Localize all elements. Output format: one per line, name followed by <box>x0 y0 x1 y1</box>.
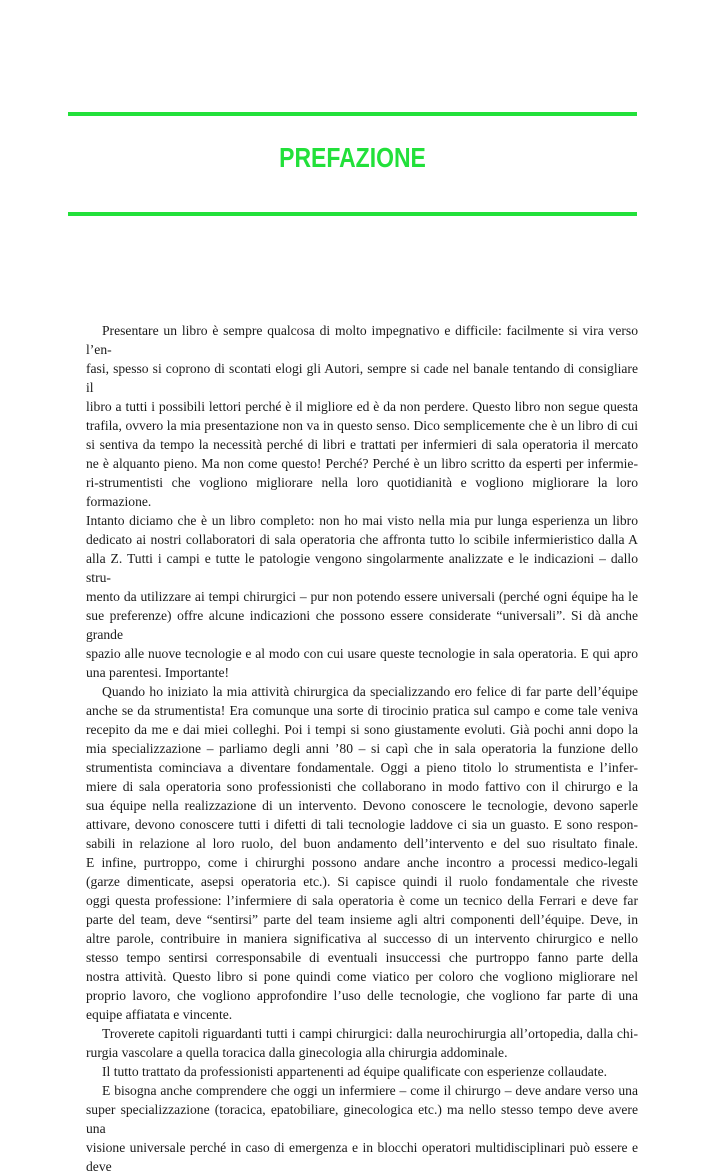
top-rule <box>68 112 637 116</box>
text-line: si sentiva da tempo la necessità perché di libri e trattati per infermieri di sala operatoria il mercato <box>86 437 638 452</box>
text-line: (garze dimenticate, asepsi operatoria etc.). Si capisce quindi il ruolo fondamentale che riveste <box>86 874 638 889</box>
text-line: rurgia vascolare a quella toracica dalla ginecologia alla chirurgia addominale. <box>86 1045 508 1060</box>
text-line: Troverete capitoli riguardanti tutti i campi chirurgici: dalla neurochirurgia all’ortopedia, dalla chi- <box>102 1026 638 1041</box>
text-line: spazio alle nuove tecnologie e al modo con cui usare queste tecnologie in sala operatoria. E qui apro <box>86 646 638 661</box>
text-line: ri-strumentisti che vogliono migliorare nella loro quotidianità e vogliono migliorare la loro formazione. <box>86 475 638 509</box>
text-line: una parentesi. Importante! <box>86 665 230 680</box>
page-title: PREFAZIONE <box>279 142 426 173</box>
text-line: recepito da me e dai miei colleghi. Poi i tempi si sono giustamente evoluti. Già pochi anni dopo la <box>86 722 638 737</box>
text-line: parte del team, deve “sentirsi” parte del team insieme agli altri componenti dell’équipe. Deve, in <box>86 912 638 927</box>
text-line: nostra attività. Questo libro si pone quindi come viatico per coloro che vogliono migliorare nel <box>86 969 638 984</box>
text-line: ne è alquanto pieno. Ma non come questo! Perché? Perché è un libro scritto da esperti per infermie- <box>86 456 638 471</box>
text-line: miere di sala operatoria sono professionisti che collaborano in modo fattivo con il chirurgo e la <box>86 779 638 794</box>
text-line: fasi, spesso si coprono di scontati elogi gli Autori, sempre si cade nel banale tentando di consigliare il <box>86 361 638 395</box>
text-line: visione universale perché in caso di emergenza e in blocchi operatori multidisciplinari può essere e deve <box>86 1140 638 1174</box>
text-line: trafila, ovvero la mia presentazione non va in questo senso. Dico semplicemente che è un libro di cui <box>86 418 638 433</box>
text-line: attivare, devono conoscere tutti i difetti di tali tecnologie laddove ci sia un guasto. E sono respon- <box>86 817 638 832</box>
text-line: libro a tutti i possibili lettori perché è il migliore ed è da non perdere. Questo libro non segue questa <box>86 399 638 414</box>
preface-body <box>86 321 638 1176</box>
text-line: Intanto diciamo che è un libro completo: non ho mai visto nella mia pur lunga esperienza un libro <box>86 513 638 528</box>
text-line: Il tutto trattato da professionisti appartenenti ad équipe qualificate con esperienze collaudate. <box>102 1064 608 1079</box>
bottom-rule <box>68 212 637 216</box>
text-line: anche se da strumentista! Era comunque una sorte di tirocinio pratica sul campo e come tale veniva <box>86 703 638 718</box>
text-line: E bisogna anche comprendere che oggi un infermiere – come il chirurgo – deve andare verso una <box>102 1083 638 1098</box>
text-line: alla Z. Tutti i campi e tutte le patologie vengono singolarmente analizzate e le indicazioni – dallo stru- <box>86 551 638 585</box>
text-line: oggi questa professione: l’infermiere di sala operatoria è come un tecnico della Ferrari e deve far <box>86 893 638 908</box>
text-line: sabili in relazione al loro ruolo, del buon andamento dell’intervento e del suo risultato finale. <box>86 836 638 851</box>
text-line: Quando ho iniziato la mia attività chirurgica da specializzando ero felice di far parte dell’équipe <box>102 684 638 699</box>
text-line: E infine, purtroppo, come i chirurghi possono andare anche incontro a processi medico-legali <box>86 855 638 870</box>
text-line: mento da utilizzare ai tempi chirurgici – pur non potendo essere universali (perché ogni équipe ha le <box>86 589 638 604</box>
text-line: altre parole, contribuire in maniera significativa al successo di un intervento chirurgico e nello <box>86 931 638 946</box>
text-line: stesso tempo sentirsi corresponsabile di eventuali insuccessi che purtroppo fanno parte della <box>86 950 638 965</box>
text-line: dedicato ai nostri collaboratori di sala operatoria che affronta tutto lo scibile infermieristico dalla A <box>86 532 638 547</box>
text-line: sua équipe nella realizzazione di un intervento. Devono conoscere le tecnologie, devono saperle <box>86 798 638 813</box>
text-line: mia specializzazione – parliamo degli anni ’80 – si capì che in sala operatoria la funzione dello <box>86 741 638 756</box>
text-line: strumentista cominciava a diventare fondamentale. Oggi a pieno titolo lo strumentista e l’infer- <box>86 760 638 775</box>
text-line: sue preferenze) offre alcune indicazioni che possono essere considerate “universali”. Si dà anche grande <box>86 608 638 642</box>
text-line: proprio lavoro, che vogliono approfondire l’uso delle tecnologie, che vogliono far parte di una <box>86 988 638 1003</box>
text-line: equipe affiatata e vincente. <box>86 1007 233 1022</box>
text-line: super specializzazione (toracica, epatobiliare, ginecologica etc.) ma nello stesso tempo deve avere una <box>86 1102 638 1136</box>
text-line: Presentare un libro è sempre qualcosa di molto impegnativo e difficile: facilmente si vira verso l’en- <box>86 323 638 357</box>
